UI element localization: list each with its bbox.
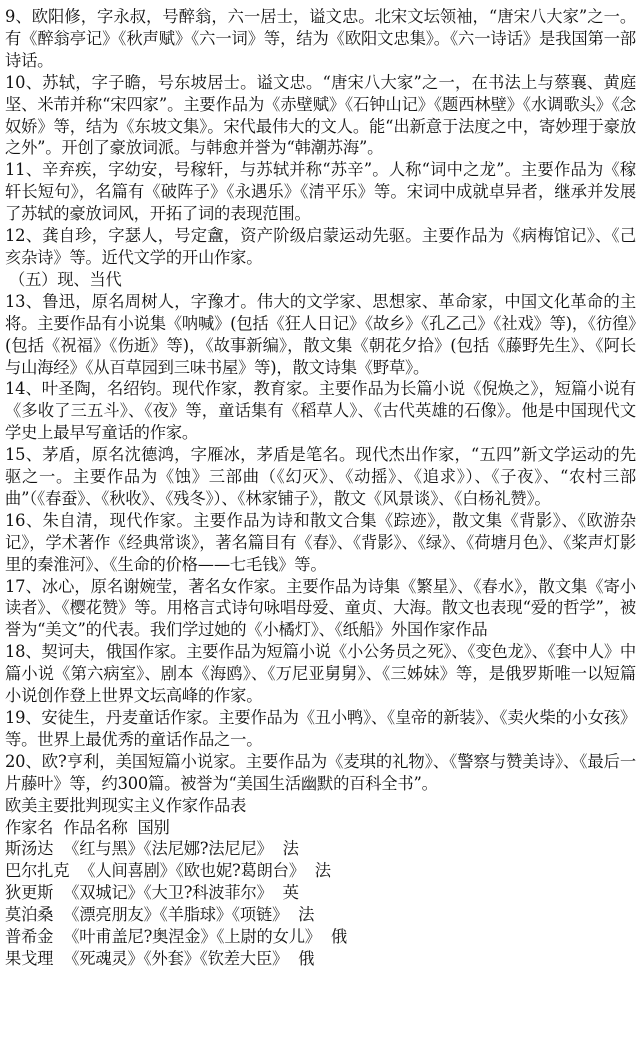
entry-ye-shengtao: 14、叶圣陶，名绍钧。现代作家，教育家。主要作品为长篇小说《倪焕之》，短篇小说有《多收了三五斗》、《夜》等，童话集有《稻草人》、《古代英雄的石像》。他是中国现代文学史上最早写童话的作家。 [5, 379, 636, 443]
section-heading-modern: （五）现、当代 [9, 269, 122, 289]
entry-andersen: 19、安徒生，丹麦童话作家。主要作品为《丑小鸭》、《皇帝的新装》、《卖火柴的小女孩》等。世界上最优秀的童话作品之一。 [5, 708, 636, 749]
entry-mao-dun: 15、茅盾，原名沈德鸿，字雁冰，茅盾是笔名。现代杰出作家，“五四”新文学运动的先驱之一。主要作品为《蚀》三部曲（《幻灭》、《动摇》、《追求》）、《子夜》、“农村三部曲”（《春蚕》、《秋收》、《残冬》）、《林家铺子》，散文《风景谈》、《白杨礼赞》。 [5, 445, 636, 508]
entry-o-henry: 20、欧?亨利，美国短篇小说家。主要作品为《麦琪的礼物》、《警察与赞美诗》、《最后一片藤叶》等，约300篇。被誉为“美国生活幽默的百科全书”。 [5, 751, 636, 793]
table-row: 巴尔扎克 《人间喜剧》《欧也妮?葛朗台》 法 [5, 861, 331, 881]
entry-su-shi: 10、苏轼，字子瞻，号东坡居士。谥文忠。“唐宋八大家”之一，在书法上与蔡襄、黄庭坚、米芾并称“宋四家”。主要作品为《赤壁赋》《石钟山记》《题西林壁》《水调歌头》《念奴娇》等，结为《东坡文集》。宋代最伟大的文人。能“出新意于法度之中，寄妙理于豪放之外”。开创了豪放词派。与韩愈并誉为“韩潮苏海”。 [5, 72, 636, 158]
table-row: 普希金 《叶甫盖尼?奥涅金》《上尉的女儿》 俄 [5, 927, 347, 947]
table-title: 欧美主要批判现实主义作家作品表 [5, 795, 247, 815]
table-row: 果戈理 《死魂灵》《外套》《钦差大臣》 俄 [5, 948, 315, 968]
table-row: 莫泊桑 《漂亮朋友》《羊脂球》《项链》 法 [5, 905, 315, 925]
entry-chekhov: 18、契诃夫，俄国作家。主要作品为短篇小说《小公务员之死》、《变色龙》、《套中人》中篇小说《第六病室》、剧本《海鸥》、《万尼亚舅舅》、《三姊妹》等，是俄罗斯唯一以短篇小说创作登上世界文坛高峰的作家。 [5, 642, 636, 706]
entry-gong-zizhen: 12、龚自珍，字瑟人，号定盦，资产阶级启蒙运动先驱。主要作品为《病梅馆记》、《己亥杂诗》等。近代文学的开山作家。 [5, 226, 636, 267]
authors-works-table [5, 795, 636, 970]
table-header: 作家名 作品名称 国别 [5, 817, 170, 837]
entry-ouyang-xiu: 9、欧阳修，字永叔，号醉翁，六一居士，谥文忠。北宋文坛领袖，“唐宋八大家”之一。有《醉翁亭记》《秋声赋》《六一词》等，结为《欧阳文忠集》。《六一诗话》是我国第一部诗话。 [5, 7, 636, 70]
entry-xin-qiji: 11、辛弃疾，字幼安，号稼轩，与苏轼并称“苏辛”。人称“词中之龙”。主要作品为《稼轩长短句》，名篇有《破阵子》《永遇乐》《清平乐》等。宋词中成就卓异者，继承并发展了苏轼的豪放词风，开拓了词的表现范围。 [5, 160, 636, 224]
entry-zhu-ziqing: 16、朱自清，现代作家。主要作品为诗和散文合集《踪迹》，散文集《背影》、《欧游杂记》，学术著作《经典常谈》，著名篇目有《春》、《背影》、《绿》、《荷塘月色》、《桨声灯影里的秦淮河》、《生命的价格——七毛钱》等。 [5, 510, 636, 574]
table-row: 狄更斯 《双城记》《大卫?科波菲尔》 英 [5, 883, 299, 903]
entry-bing-xin: 17、冰心，原名谢婉莹，著名女作家。主要作品为诗集《繁星》、《春水》，散文集《寄小读者》、《樱花赞》等。用格言式诗句咏唱母爱、童贞、大海。散文也表现“爱的哲学”，被誉为“美文”的代表。我们学过她的《小橘灯》、《纸船》外国作家作品 [5, 576, 636, 640]
entry-lu-xun: 13、鲁迅，原名周树人，字豫才。伟大的文学家、思想家、革命家，中国文化革命的主将。主要作品有小说集《呐喊》(包括《狂人日记》《故乡》《孔乙己》《社戏》等)，《彷徨》(包括《祝福》《伤逝》等)，《故事新编》，散文集《朝花夕拾》(包括《藤野先生》、《阿长与山海经》《从百草园到三味书屋》等)，散文诗集《野草》。 [5, 291, 636, 377]
table-row: 斯汤达 《红与黑》《法尼娜?法尼尼》 法 [5, 839, 299, 859]
